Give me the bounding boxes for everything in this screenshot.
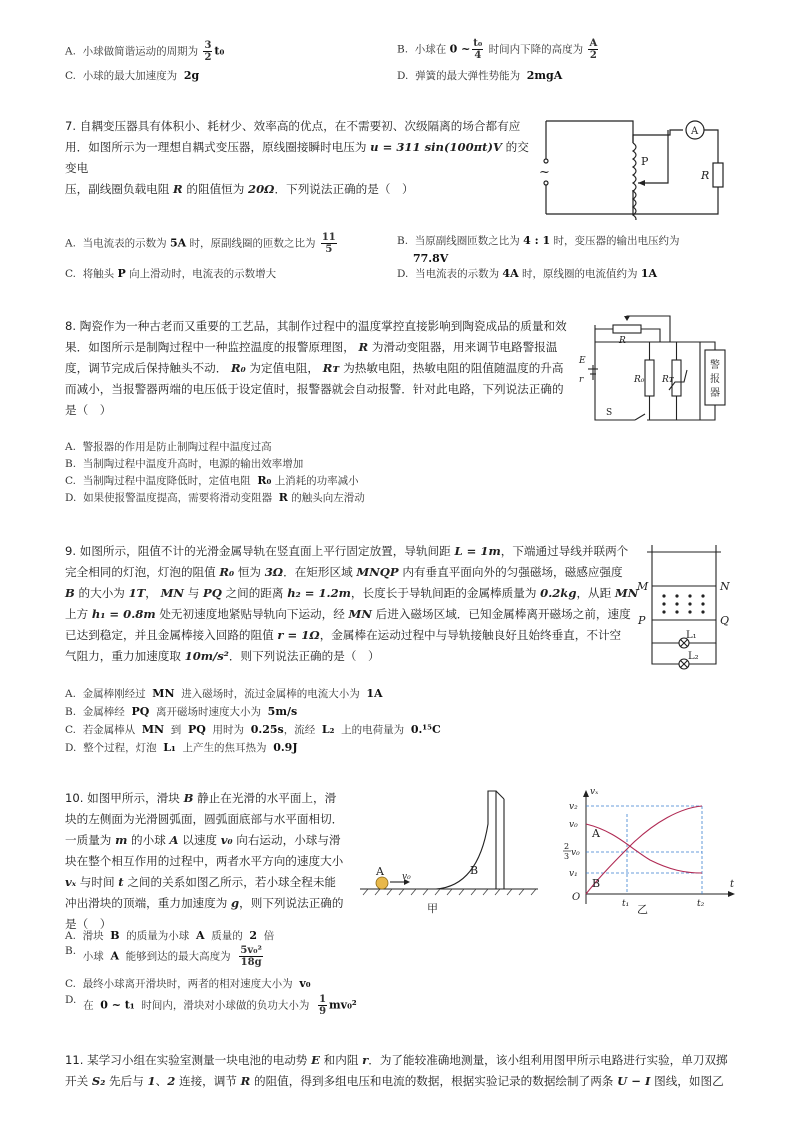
q9-rail-figure [634,540,734,675]
q8-alarm-char-3: 器 [710,388,720,399]
q7-stem: 7. 自耦变压器具有体积小、耗材少、效率高的优点，在不需要初、次级隔离的场合都有应 用．如图所示为一理想自耦式变压器，原线圈接瞬时电压为 u = 311 sin(100πt)V 的交变电 压，副线圈负载电阻 R 的阻值恒为 20Ω．下列说法正确的是（ ） [65,119,529,196]
q7-option-c: C. 将触头 P 向上滑动时，电流表的示数增大 [65,267,277,280]
q11-stem: 11. 某学习小组在实验室测量一块电池的电动势 E 和内阻 r．为了能较准确地测量，该小组利用图甲所示电路进行实验，单刀双掷 开关 S₂ 先后与 1、2 连接，调节 R 的阻值，得到多组电压和电流的数据，根据实验记录的数据绘制了两条 U − I 图线，如图乙 [65,1053,728,1088]
q10-jia-label-b: B [470,864,479,877]
q10-option-a: A. 滑块 B 的质量为小球 A 质量的 2 倍 [65,929,275,942]
q9-fig-label-p: P [638,614,646,627]
q10-jia-label-a: A [376,865,384,878]
q10-yi-label-b: B [592,877,601,890]
q9-magnetic-field-dots [662,594,704,613]
q8-fig-label-r: R [619,336,626,346]
q10-jia-caption: 甲 [427,902,438,915]
q9-option-a: A. 金属棒刚经过 MN 进入磁场时，流过金属棒的电流大小为 1A [65,687,383,700]
q10-option-b: B. 小球 A 能够到达的最大高度为 $\frac{\text{5v₀²}}{18g}$ [65,945,262,968]
q9-option-b: B. 金属棒经 PQ 离开磁场时速度大小为 5m/s [65,705,298,718]
q10-stem: 10. 如图甲所示，滑块 B 静止在光滑的水平面上，滑 块的左侧面为光滑圆弧面，圆弧面底部与水平面相切． 一质量为 m 的小球 A 以速度 v₀ 向右运动，小球与滑 块在整个相互作用的过程中，两者水平方向的速度大小 vₓ 与时间 t 之间的关系如图乙所示，若小球全程未能 冲出滑块的顶端，重力加速度为 g，则下列说法正确的 是（ ） [65,791,344,931]
q10-jia-label-v0: v₀ [402,872,411,882]
q10-ball-a-icon [376,877,388,889]
q8-option-d: D. 如果使报警温度提高，需要将滑动变阻器 R 的触头向左滑动 [65,491,365,504]
q10-yi-label-t1: t₁ [622,899,630,909]
q7-option-a: A. 当电流表的示数为 5A 时，原副线圈的匝数之比为 $\frac{11}{5}$ [65,232,336,255]
q7-circuit-figure [538,115,738,220]
q10-yi-axis-vx: vₓ [590,787,599,797]
q9-fig-label-q: Q [720,614,730,627]
q6-option-c: C. 小球的最大加速度为 2g [65,69,200,82]
q10-yi-label-v2: v₂ [569,802,578,812]
q9-fig-label-l1: L₁ [686,630,697,641]
q10-yi-label-t2: t₂ [697,899,705,909]
q10-yi-caption: 乙 [637,903,648,916]
q6-option-b: B. 小球在 0 ~ $\frac{\text{t₀}}{4}$ 时间内下降的高度为 $\frac{A}{2}$ [397,38,598,61]
q9-option-d: D. 整个过程，灯泡 L₁ 上产生的焦耳热为 0.9J [65,741,298,754]
q8-alarm-char-2: 报 [710,374,720,385]
q10-option-d: D. 在 0 ~ t₁ 时间内，滑块对小球做的负功大小为 $\frac{1}{9}$ mv₀² [65,994,357,1017]
q10-option-c: C. 最终小球离开滑块时，两者的相对速度大小为 v₀ [65,977,311,990]
q10-yi-axis-t: t [730,879,735,890]
q10-yi-label-v1: v₁ [569,869,578,879]
q7-fig-label-p: P [641,155,649,168]
q9-stem: 9. 如图所示，阻值不计的光滑金属导轨在竖直面上平行固定放置，导轨间距 L = 1m，下端通过导线并联两个 完全相同的灯泡，灯泡的阻值 R₀ 恒为 3Ω．在矩形区域 MNQP 内有垂直平面向外的匀强磁场，磁感应强度 B 的大小为 1T， MN 与 PQ 之间的距离 h₂ = 1.2m，长度长于导轨间距的金属棒质量为 0.2kg，从距 MN 上方 h₁ = 0.8m 处无初速度地紧贴导轨向下运动，经 MN 后进入磁场区域．已知金属棒离开磁场之前，速度 已达到稳定，并且金属棒接入回路的阻值 r = 1Ω，金属棒在运动过程中与导轨接触良好且始终垂直，不计空 气阻力，重力加速度取 10m/s²．则下列说法正确的是（ ） [65,544,639,663]
q8-fig-label-e: E [579,356,586,366]
q6-option-a: A. 小球做简谐运动的周期为 $\frac{3}{2}$ t₀ [65,40,225,63]
q10-yi-frac-num: 2 [564,842,570,851]
q9-fig-label-l2: L₂ [688,651,699,662]
q10-figure-jia [358,786,543,916]
q10-yi-curve-b [586,806,702,894]
q8-fig-label-r-internal: r [579,375,584,385]
q7-option-d: D. 当电流表的示数为 4A 时，原线圈的电流值约为 1A [397,267,658,280]
q8-option-b: B. 当制陶过程中温度升高时，电源的输出效率增加 [65,458,304,470]
q10-yi-curve-a [586,824,702,873]
q10-figure-yi [560,786,740,916]
q8-option-a: A. 警报器的作用是防止制陶过程中温度过高 [65,441,272,453]
q8-fig-label-rt: Rᴛ [662,375,674,385]
q10-yi-label-a: A [592,827,600,840]
q10-yi-origin: O [572,892,581,903]
q9-fig-label-m: M [637,580,649,593]
q10-yi-guide-lines [586,806,702,894]
q6-option-d: D. 弹簧的最大弹性势能为 2mgA [397,69,563,82]
q10-yi-label-v0: v₀ [569,820,578,830]
q9-option-c: C. 若金属棒从 MN 到 PQ 用时为 0.25s，流经 L₂ 上的电荷量为 0.¹⁵C [65,723,441,736]
q7-option-b: B. 当原副线圈匝数之比为 4 : 1 时，变压器的输出电压约为 77.8V [397,234,680,265]
q7-fig-label-r: R [701,169,710,182]
q8-fig-label-r0: R₀ [634,375,645,385]
q10-yi-frac-den: 3 [564,852,570,861]
q8-circuit-figure [575,310,735,428]
q10-yi-label-two-thirds-v0: v₀ [571,848,580,858]
q7-ammeter-label: A [691,126,699,137]
q9-fig-label-n: N [720,580,730,593]
q8-stem: 8. 陶瓷作为一种古老而又重要的工艺品，其制作过程中的温度掌控直接影响到陶瓷成品的质量和效 果．如图所示是制陶过程中一种监控温度的报警原理图， R 为滑动变阻器，用来调节电路警报温 度，调节完成后保持触头不动． R₀ 为定值电阻， Rᴛ 为热敏电阻，热敏电阻的阻值随温度的升高 而减小，当报警器两端的电压低于设定值时，报警器就会自动报警．针对此电路，下列说法正确的 是（ ） [65,319,567,417]
q8-fig-label-s: S [606,408,613,418]
q8-option-c: C. 当制陶过程中温度降低时，定值电阻 R₀ 上消耗的功率减小 [65,474,359,487]
q7-ac-source-icon: ~ [539,165,550,180]
q8-alarm-char-1: 警 [710,360,720,371]
